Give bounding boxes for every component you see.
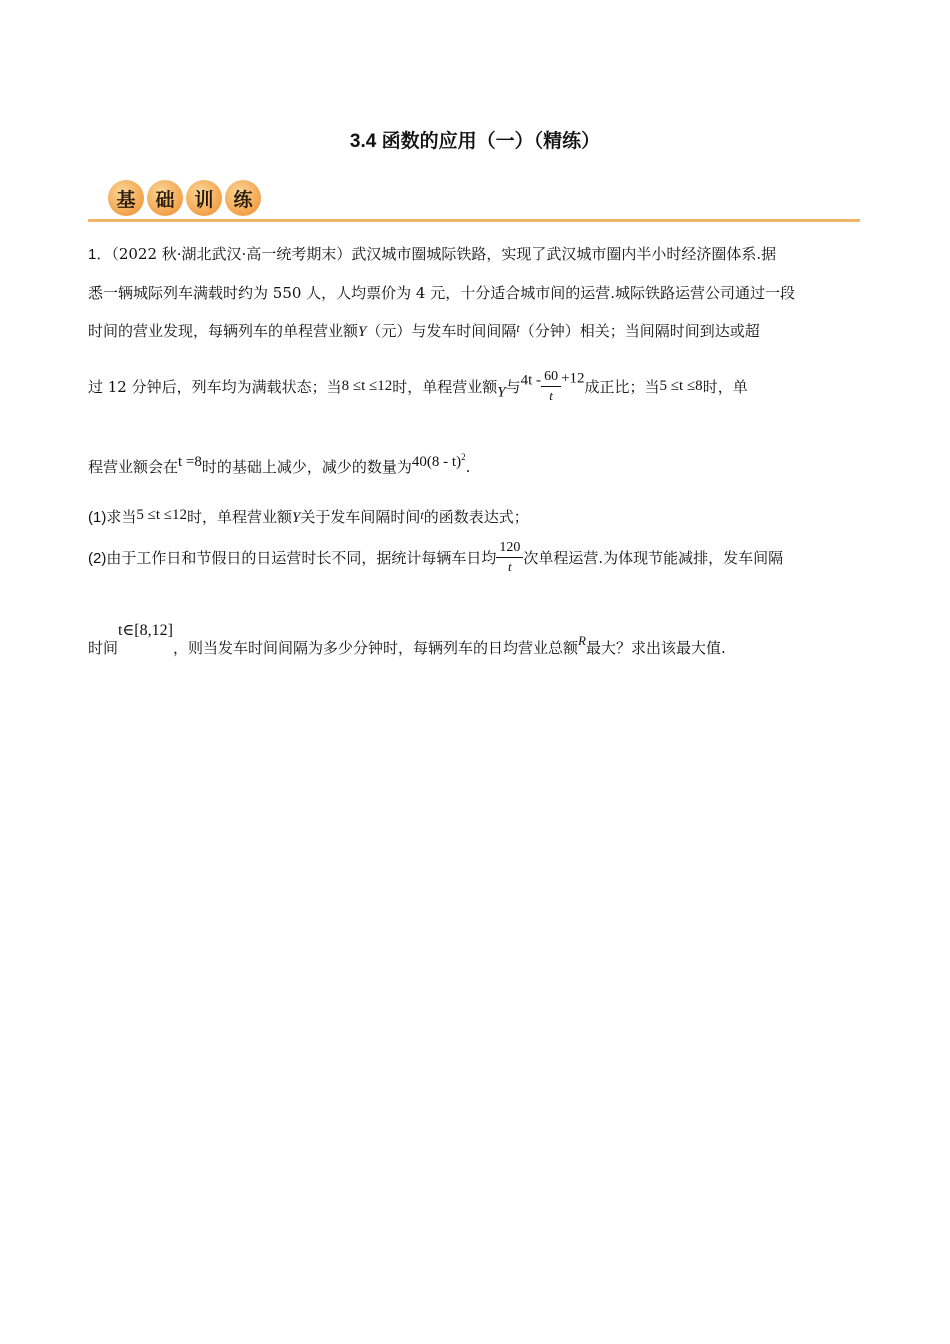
math-plus12: +12 [561, 370, 585, 387]
text-run: . [465, 458, 471, 476]
problem-line-3 [88, 320, 760, 341]
text-run: 时，单 [702, 378, 748, 396]
text-run: (2)由于工作日和节假日的日运营时长不同，据统计每辆车日均 [88, 550, 497, 567]
text-run: 时，单程营业额 [392, 378, 498, 396]
text-run: 时，单程营业额 [186, 508, 292, 526]
math-exponent: 2 [461, 452, 466, 462]
math-range-5-8: 5 ≤t ≤8 [659, 378, 703, 394]
text-run: 程营业额会在 [88, 458, 179, 476]
text-run: 时的基础上减少，减少的数量为 [201, 458, 412, 476]
math-4t: 4t - [520, 372, 542, 389]
text-run: 成正比；当 [584, 378, 660, 396]
fraction-numerator: 60 [544, 369, 559, 384]
banner-divider [88, 219, 860, 222]
problem-number: 1． [88, 246, 112, 263]
text-run: (1)求当 [88, 509, 137, 526]
math-t: t [516, 321, 520, 335]
problem-line-4 [88, 369, 748, 404]
math-R: R [577, 633, 586, 648]
text-run: 时间的营业发现，每辆列车的单程营业额 [88, 322, 359, 340]
math-t: t [420, 508, 424, 522]
math-range-5-12: 5 ≤t ≤12 [136, 507, 187, 523]
part-2 [88, 540, 783, 575]
math-t-interval: t∈[8,12] [118, 622, 173, 639]
banner-char: 础 [147, 180, 183, 216]
text-run: 关于发车间隔时间 [300, 508, 421, 526]
banner-char: 基 [108, 180, 144, 216]
text-run: 与 [505, 378, 521, 396]
text-run: 过 12 分钟后，列车均为满载状态；当 [88, 378, 342, 396]
text-run: 最大？求出该最大值. [585, 639, 726, 657]
math-decrease [412, 454, 466, 470]
problem-source: （2022 秋·湖北武汉·高一统考期末） [111, 245, 352, 263]
fraction-bar [496, 557, 523, 558]
math-range-8-12: 8 ≤t ≤12 [341, 378, 393, 394]
problem-line-1 [88, 243, 776, 264]
section-banner [108, 180, 261, 220]
fraction-120-over-t [496, 540, 523, 575]
fraction-denominator: t [508, 559, 512, 574]
fraction-bar [541, 386, 561, 387]
math-Y: Y [358, 324, 367, 340]
banner-char: 练 [225, 180, 261, 216]
fraction-denominator: t [549, 388, 553, 403]
banner-char: 训 [186, 180, 222, 216]
problem-line-5 [88, 452, 470, 477]
math-Y: Y [292, 510, 301, 526]
math-Y: Y [497, 384, 506, 401]
text-run: （分钟）相关；当间隔时间到达或超 [519, 322, 760, 340]
math-t-eq-8: t =8 [178, 454, 202, 470]
problem-text: 武汉城市圈城际铁路，实现了武汉城市圈内半小时经济圈体系.据 [351, 245, 777, 263]
part-2-line-2 [88, 620, 726, 658]
text-run: 次单程运营.为体现节能减排，发车间隔 [523, 549, 784, 567]
text-run: （元）与发车时间间隔 [366, 322, 517, 340]
part-1 [88, 506, 529, 527]
page-title: 3.4 函数的应用（一）（精练） [349, 131, 601, 152]
text-run: 时间 [88, 639, 119, 657]
math-decrease-expr: 40(8 - t) [411, 454, 462, 470]
problem-line-2: 悉一辆城际列车满载时约为 550 人，人均票价为 4 元，十分适合城市间的运营.城际铁路运营公司通过一段 [88, 284, 796, 302]
text-run: ，则当发车时间间隔为多少分钟时，每辆列车的日均营业总额 [172, 639, 578, 657]
fraction-numerator: 120 [499, 540, 521, 555]
text-run: 的函数表达式； [423, 508, 529, 526]
fraction-60-over-t [541, 369, 561, 404]
